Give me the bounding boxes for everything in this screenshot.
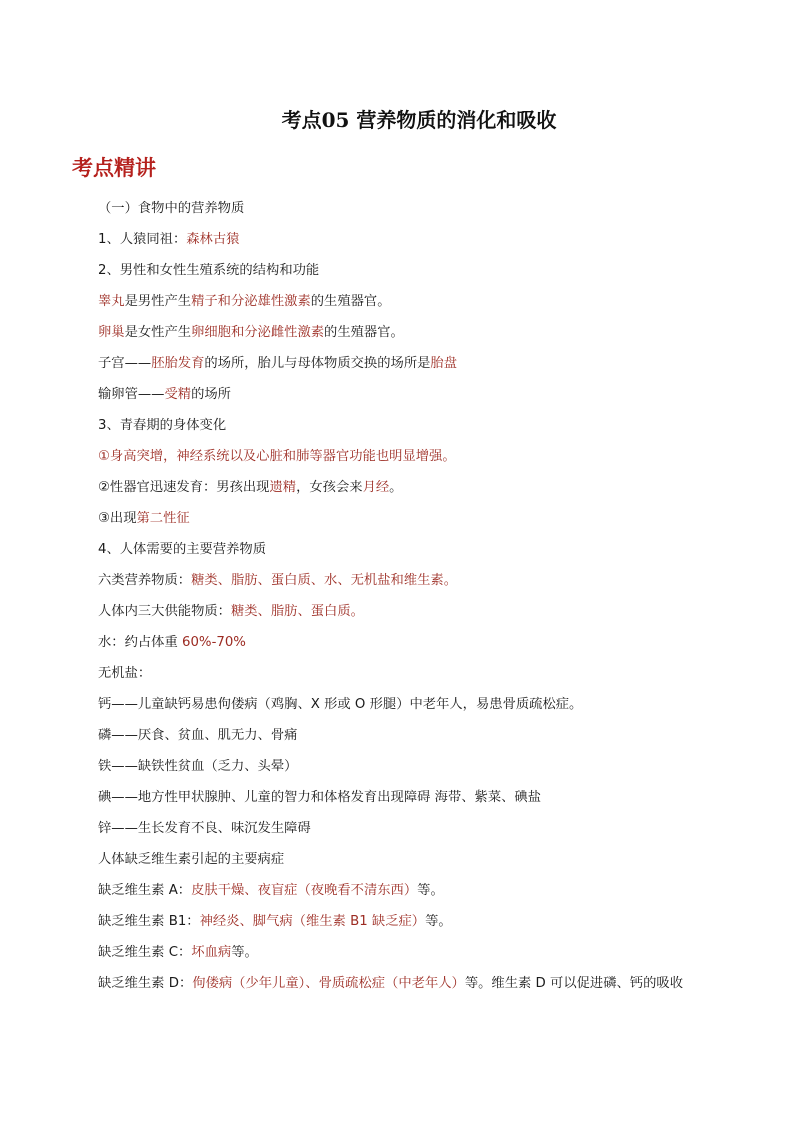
highlight-text: 胎盘: [430, 356, 458, 371]
body-text: 人体缺乏维生素引起的主要病症: [98, 852, 285, 867]
highlight-text: 糖类、脂肪、蛋白质。: [230, 604, 364, 619]
text-line: [98, 756, 738, 787]
body-text: 钙——儿童缺钙易患佝偻病（鸡胸、X 形或 O 形腿）中老年人，易患骨质疏松症。: [98, 697, 583, 712]
highlight-text: 卵巢: [98, 325, 125, 340]
text-line: [98, 260, 738, 291]
highlight-text: 森林古猿: [186, 232, 240, 247]
body-text: 缺乏维生素 D：: [98, 976, 193, 991]
body-text: （一）食物中的营养物质: [98, 201, 245, 216]
body-text: 六类营养物质：: [98, 573, 192, 588]
text-line: [98, 725, 738, 756]
highlight-text: 胚胎发育: [151, 356, 205, 371]
body-text: 铁——缺铁性贫血（乏力、头晕）: [98, 759, 298, 774]
body-text: 等。维生素 D 可以促进磷、钙的吸收: [464, 976, 683, 991]
text-line: [98, 570, 738, 601]
highlight-text: 60%-70%: [182, 635, 246, 650]
text-line: [98, 477, 738, 508]
body-text: ②性器官迅速发育：男孩出现: [98, 480, 270, 495]
body-text: 子宫——: [98, 356, 152, 371]
body-text: 等。: [417, 883, 444, 898]
body-text: 的生殖器官。: [310, 294, 391, 309]
highlight-text: 睾丸: [98, 294, 125, 309]
body-text: ③出现: [98, 511, 137, 526]
body-text: 缺乏维生素 A：: [98, 883, 192, 898]
text-line: [98, 694, 738, 725]
body-text: 人体内三大供能物质：: [98, 604, 231, 619]
text-line: [98, 322, 738, 353]
text-line: [98, 384, 738, 415]
body-text: 的场所: [191, 387, 231, 402]
text-line: [98, 942, 738, 973]
text-line: [98, 198, 738, 229]
highlight-text: 精子和分泌雄性激素: [191, 294, 311, 309]
text-line: [98, 353, 738, 384]
body-text: 的场所，胎儿与母体物质交换的场所是: [204, 356, 431, 371]
highlight-text: 受精: [164, 387, 192, 402]
text-line: [98, 973, 738, 1004]
body-text: 磷——厌食、贫血、肌无力、骨痛: [98, 728, 298, 743]
text-line: [98, 508, 738, 539]
highlight-text: 皮肤干燥、夜盲症（夜晚看不清东西）: [191, 883, 418, 898]
body-text: 输卵管——: [98, 387, 165, 402]
body-text: 1、人猿同祖：: [98, 232, 187, 247]
text-line: [98, 539, 738, 570]
text-line: [98, 229, 738, 260]
body-text: 是男性产生: [124, 294, 192, 309]
highlight-text: 卵细胞和分泌雌性激素: [191, 325, 325, 340]
content-body: [98, 198, 738, 1004]
body-text: 的生殖器官。: [324, 325, 404, 340]
highlight-text: 佝偻病（少年儿童）、骨质疏松症（中老年人）: [192, 976, 465, 991]
highlight-text: 第二性征: [136, 511, 190, 526]
text-line: [98, 663, 738, 694]
body-text: ，女孩会来: [296, 480, 363, 495]
text-line: [98, 880, 738, 911]
text-line: [98, 601, 738, 632]
body-text: 。: [389, 480, 403, 495]
body-text: 等。: [231, 945, 258, 960]
body-text: 是女性产生: [124, 325, 192, 340]
text-line: [98, 446, 738, 477]
highlight-text: 遗精: [269, 480, 297, 495]
body-text: 等。: [425, 914, 452, 929]
text-line: [98, 291, 738, 322]
text-line: [98, 632, 738, 663]
highlight-text: 坏血病: [191, 945, 232, 960]
page-title: 考点05 营养物质的消化和吸收: [281, 108, 557, 132]
body-text: 缺乏维生素 C：: [98, 945, 192, 960]
highlight-text: ①身高突增，神经系统以及心脏和肺等器官功能也明显增强。: [98, 449, 456, 464]
text-line: [98, 787, 738, 818]
body-text: 锌——生长发育不良、味沉发生障碍: [98, 821, 311, 836]
body-text: 缺乏维生素 B1：: [98, 914, 200, 929]
body-text: 无机盐：: [98, 666, 152, 681]
body-text: 3、青春期的身体变化: [98, 418, 227, 433]
highlight-text: 月经: [362, 480, 390, 495]
text-line: [98, 818, 738, 849]
body-text: 水：约占体重: [98, 635, 183, 650]
body-text: 4、人体需要的主要营养物质: [98, 542, 267, 557]
highlight-text: 神经炎、脚气病（维生素 B1 缺乏症）: [199, 914, 426, 929]
body-text: 碘——地方性甲状腺肿、儿童的智力和体格发育出现障碍 海带、紫菜、碘盐: [98, 790, 542, 805]
text-line: [98, 849, 738, 880]
body-text: 2、男性和女性生殖系统的结构和功能: [98, 263, 320, 278]
text-line: [98, 415, 738, 446]
section-heading: 考点精讲: [72, 155, 156, 180]
highlight-text: 糖类、脂肪、蛋白质、水、无机盐和维生素。: [191, 573, 458, 588]
text-line: [98, 911, 738, 942]
